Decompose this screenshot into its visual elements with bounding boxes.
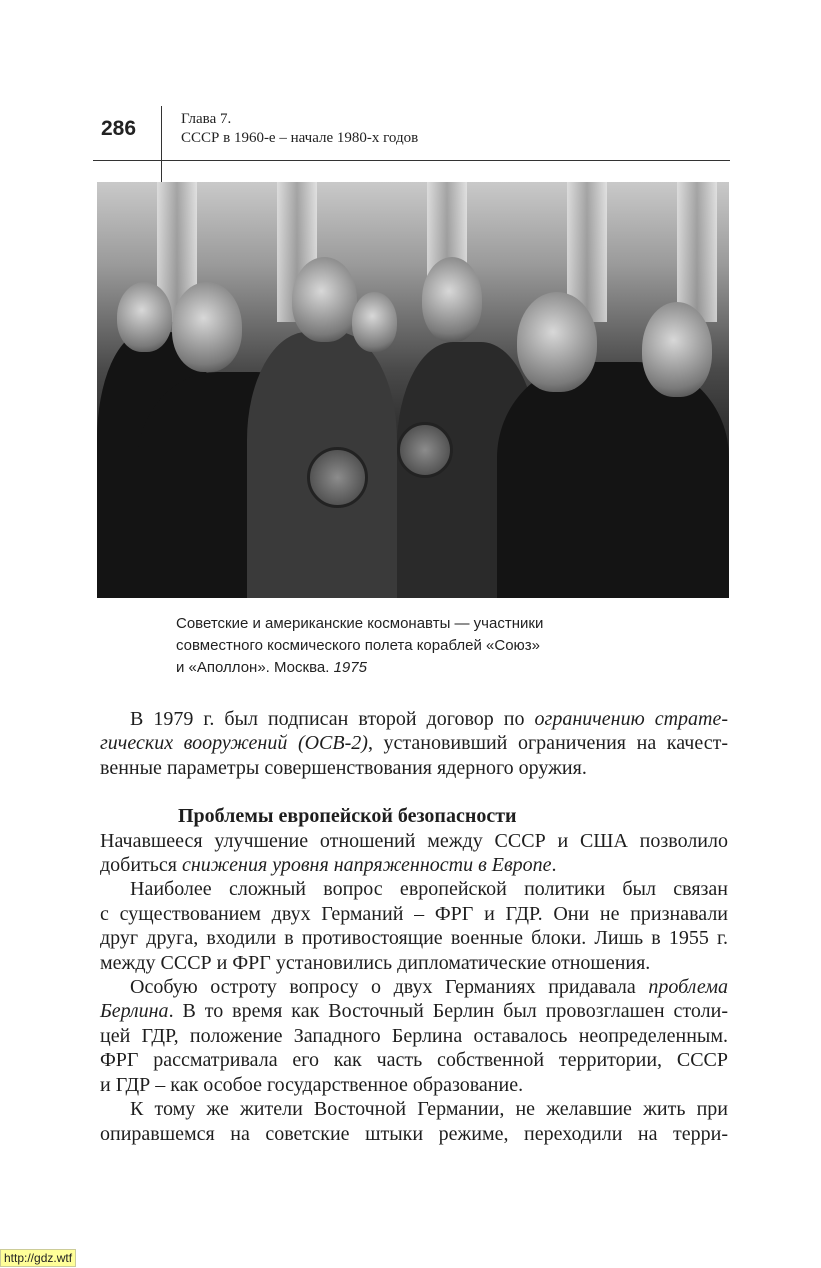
text-line bbox=[100, 731, 728, 755]
text-run: друг друга, входили в противостоящие военные блоки. Лишь в 1955 г. bbox=[100, 927, 728, 950]
paragraph bbox=[100, 829, 728, 878]
chapter-title: СССР в 1960-е – начале 1980-х годов bbox=[181, 130, 419, 146]
text-line bbox=[100, 926, 728, 950]
text-run: , установивший ограничения на качест- bbox=[367, 732, 729, 755]
text-run: Особую остроту вопросу о двух Германиях придавала bbox=[130, 976, 649, 999]
text-line bbox=[100, 1048, 728, 1072]
text-line bbox=[100, 829, 728, 853]
header-vertical-rule bbox=[161, 106, 162, 184]
body-text bbox=[100, 707, 728, 1146]
text-run: . bbox=[551, 854, 557, 877]
text-run: между СССР и ФРГ установились дипломатические отношения. bbox=[100, 951, 651, 974]
paragraph bbox=[100, 707, 728, 780]
text-run: добиться bbox=[100, 854, 182, 877]
text-line bbox=[100, 853, 728, 877]
watermark-link[interactable]: http://gdz.wtf bbox=[0, 1249, 76, 1267]
text-line bbox=[100, 877, 728, 901]
text-line bbox=[100, 999, 728, 1023]
caption-line: и «Аполлон». Москва. bbox=[176, 659, 334, 676]
text-run: Начавшееся улучшение отношений между СССР и США позволило bbox=[100, 829, 728, 852]
header-rule bbox=[93, 160, 730, 161]
paragraph bbox=[100, 1097, 728, 1146]
text-run: Наиболее сложный вопрос европейской политики был связан bbox=[130, 878, 728, 901]
photo-cosmonauts bbox=[97, 182, 729, 598]
section-heading: Проблемы европейской безопасности bbox=[178, 805, 517, 828]
text-run: с существованием двух Германий – ФРГ и ГДР. Они не признавали bbox=[100, 902, 728, 925]
text-line bbox=[100, 1073, 728, 1097]
emphasis-text: ограничению страте- bbox=[534, 708, 729, 730]
text-line bbox=[100, 707, 728, 731]
text-line bbox=[100, 1122, 728, 1146]
caption-line: совместного космического полета кораблей «Союз» bbox=[176, 637, 541, 654]
text-run: К тому же жители Восточной Германии, не желавшие жить при bbox=[130, 1098, 728, 1121]
text-run: . В то время как Восточный Берлин был провозглашен столи- bbox=[168, 1000, 728, 1023]
text-line bbox=[100, 975, 728, 999]
emphasis-text: гических вооружений (ОСВ-2) bbox=[100, 732, 368, 755]
photo-caption bbox=[176, 613, 543, 679]
text-line bbox=[100, 902, 728, 926]
text-run: и ГДР – как особое государственное образование. bbox=[100, 1073, 524, 1096]
caption-line: Советские и американские космонавты — участники bbox=[176, 615, 544, 632]
emphasis-text: проблема bbox=[648, 976, 728, 999]
paragraph bbox=[100, 877, 728, 975]
running-header bbox=[181, 110, 418, 148]
emphasis-text: Берлина bbox=[100, 1000, 169, 1023]
text-line bbox=[100, 1024, 728, 1048]
text-run: венные параметры совершенствования ядерного оружия. bbox=[100, 756, 587, 779]
emphasis-text: снижения уровня напряженности в Европе bbox=[182, 854, 552, 877]
text-line bbox=[100, 951, 728, 975]
text-line bbox=[100, 1097, 728, 1121]
text-run: ФРГ рассматривала его как часть собственной территории, СССР bbox=[100, 1049, 728, 1072]
page-number: 286 bbox=[101, 117, 137, 140]
text-run: В 1979 г. был подписан второй договор по bbox=[130, 708, 535, 730]
text-line bbox=[100, 756, 728, 780]
chapter-label: Глава 7. bbox=[181, 111, 232, 127]
caption-year: 1975 bbox=[333, 659, 367, 676]
paragraph bbox=[100, 975, 728, 1097]
text-run: цей ГДР, положение Западного Берлина оставалось неопределенным. bbox=[100, 1024, 728, 1047]
text-run: опиравшемся на советские штыки режиме, переходили на терри- bbox=[100, 1122, 728, 1145]
